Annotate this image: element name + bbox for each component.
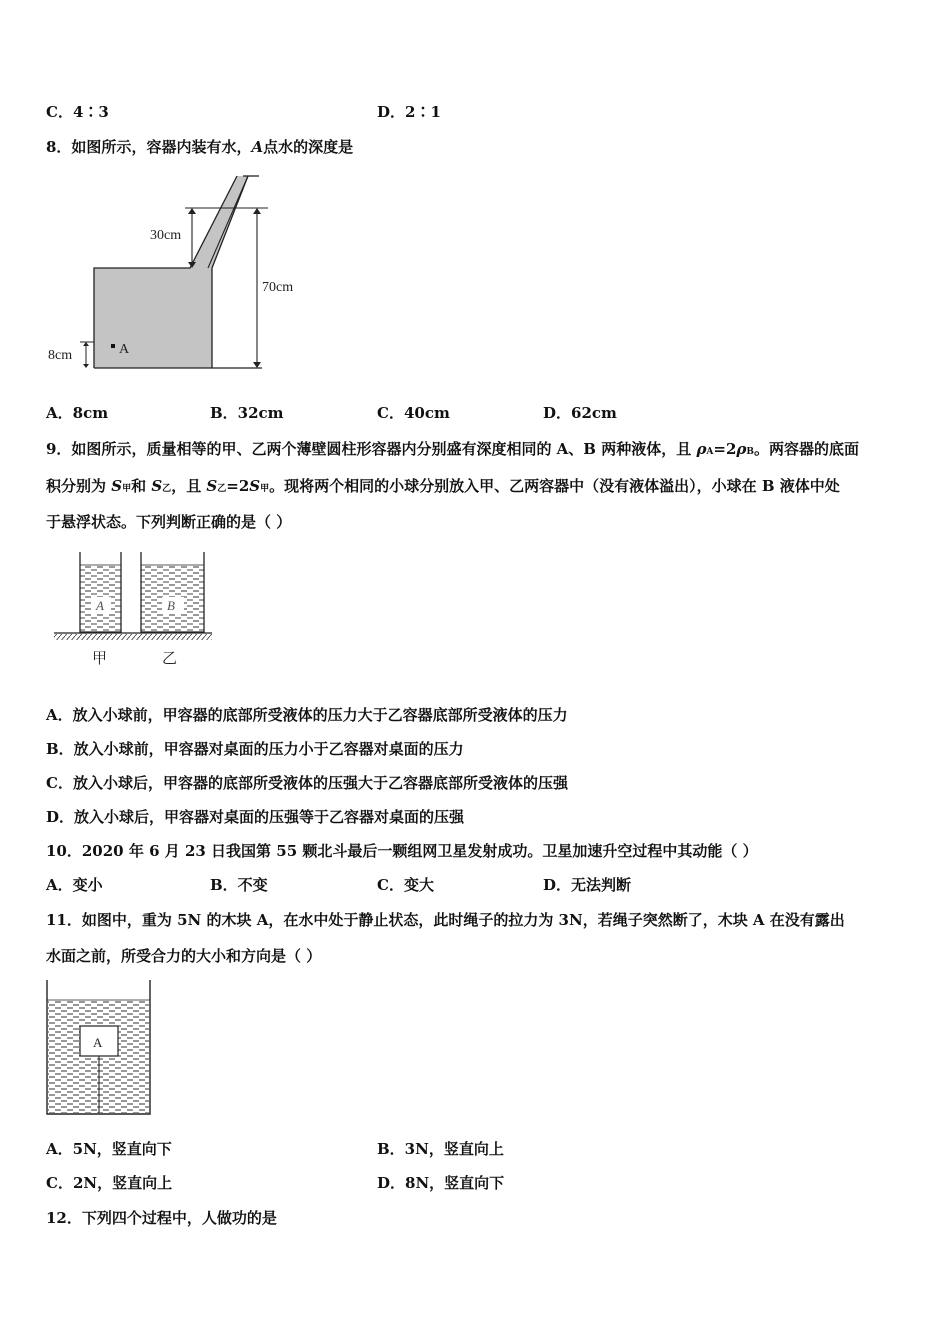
q10-option-b: B．不变 bbox=[210, 876, 268, 894]
q9-option-c: C．放入小球后，甲容器的底部所受液体的压强大于乙容器底部所受液体的压强 bbox=[46, 774, 568, 792]
q10-option-c: C．变大 bbox=[377, 876, 434, 894]
q11-option-d: D．8N，竖直向下 bbox=[377, 1174, 505, 1192]
q8-label-70cm: 70cm bbox=[262, 280, 294, 295]
q8-option-b: B．32cm bbox=[210, 404, 284, 422]
q9-caption-jia: 甲 bbox=[92, 651, 108, 667]
q9-option-a: A．放入小球前，甲容器的底部所受液体的压力大于乙容器底部所受液体的压力 bbox=[46, 706, 568, 724]
q7-option-c: C．4∶3 bbox=[46, 103, 109, 121]
q7-option-d: D．2∶1 bbox=[377, 103, 441, 121]
q9-stem-line3: 于悬浮状态。下列判断正确的是（ ） bbox=[46, 513, 292, 531]
q8-option-c: C．40cm bbox=[377, 404, 450, 422]
q11-option-c: C．2N，竖直向上 bbox=[46, 1174, 173, 1192]
q10-option-d: D．无法判断 bbox=[543, 876, 632, 894]
q11-option-a: A．5N，竖直向下 bbox=[46, 1140, 172, 1158]
q8-option-d: D．62cm bbox=[543, 404, 617, 422]
q9-caption-yi: 乙 bbox=[162, 651, 178, 667]
q10-option-a: A．变小 bbox=[46, 876, 103, 894]
q9-label-B: B bbox=[167, 598, 175, 613]
q11-label-A: A bbox=[93, 1035, 103, 1050]
q9-stem-line1: 9．如图所示，质量相等的甲、乙两个薄壁圆柱形容器内分别盛有深度相同的 A、B 两种液体，且 ρA=2ρB。两容器的底面 bbox=[46, 440, 860, 458]
q8-option-a: A．8cm bbox=[46, 404, 109, 422]
q9-label-A: A bbox=[96, 598, 104, 613]
q8-label-A: A bbox=[119, 342, 130, 357]
q11-stem-line2: 水面之前，所受合力的大小和方向是（ ） bbox=[46, 947, 322, 965]
q9-option-d: D．放入小球后，甲容器对桌面的压强等于乙容器对桌面的压强 bbox=[46, 808, 465, 826]
q9-stem-line2: 积分别为 S甲和 S乙，且 S乙=2S甲。现将两个相同的小球分别放入甲、乙两容器中（没有液体溢出），小球在 B 液体中处 bbox=[46, 477, 840, 495]
q11-option-b: B．3N，竖直向上 bbox=[377, 1140, 504, 1158]
q8-label-8cm: 8cm bbox=[48, 348, 73, 363]
q12-stem: 12．下列四个过程中，人做功的是 bbox=[46, 1209, 277, 1227]
q9-option-b: B．放入小球前，甲容器对桌面的压力小于乙容器对桌面的压力 bbox=[46, 740, 464, 758]
q11-stem-line1: 11．如图中，重为 5N 的木块 A，在水中处于静止状态，此时绳子的拉力为 3N，若绳子突然断了，木块 A 在没有露出 bbox=[46, 911, 845, 929]
q10-stem: 10．2020 年 6 月 23 日我国第 55 颗北斗最后一颗组网卫星发射成功。卫星加速升空过程中其动能（ ） bbox=[46, 842, 758, 860]
q8-label-30cm: 30cm bbox=[150, 228, 182, 243]
q8-stem: 8．如图所示，容器内装有水，A点水的深度是 bbox=[46, 138, 354, 156]
